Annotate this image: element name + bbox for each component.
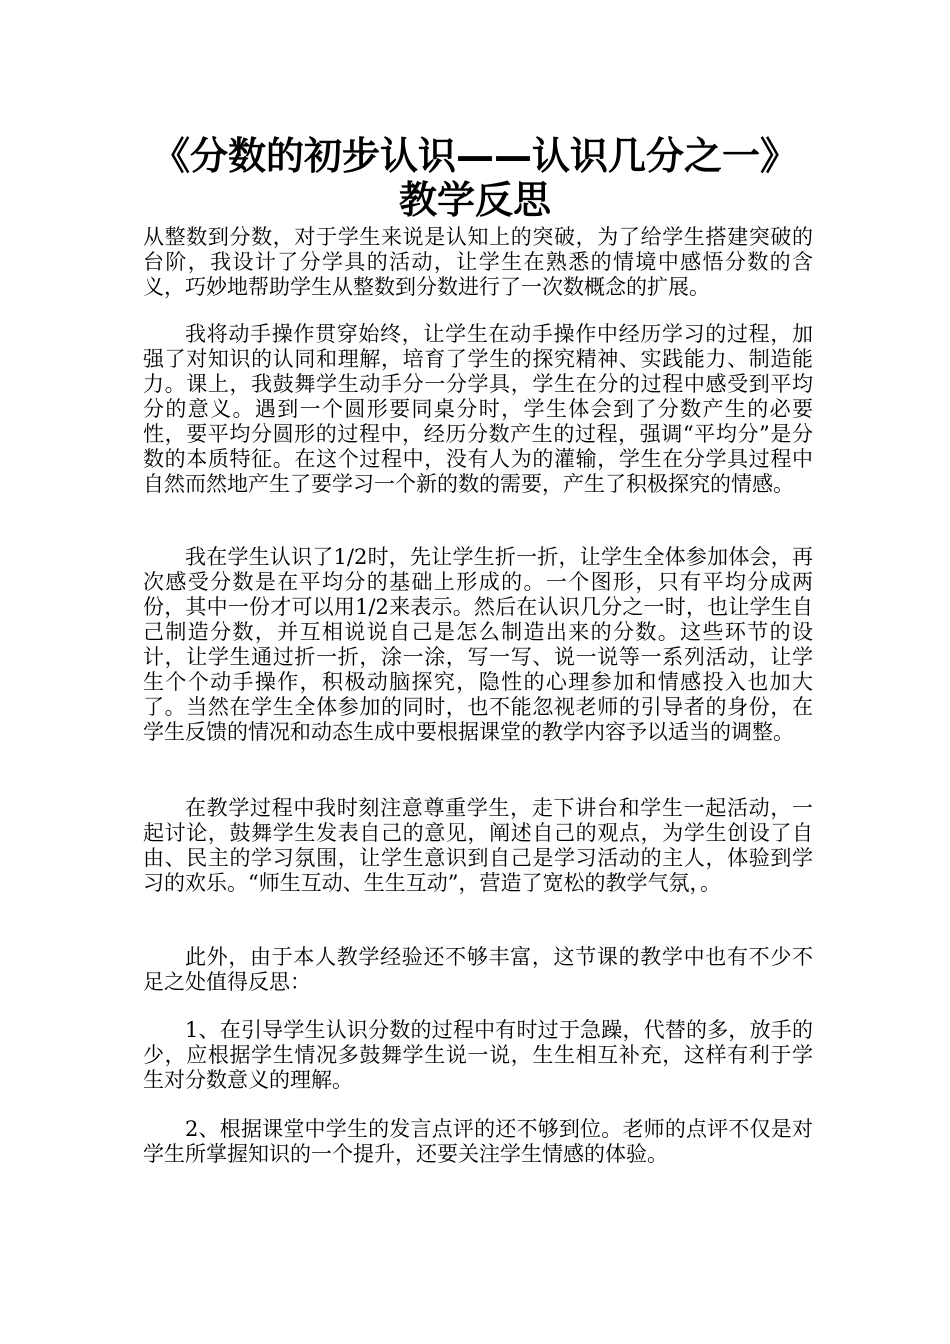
- list-item-reflection-1: 1、在引导学生认识分数的过程中有时过于急躁，代替的多，放手的少，应根据学生情况多鼓舞学生说一说，生生相互补充，这样有利于学生对分数意义的理解。: [143, 1018, 813, 1092]
- paragraph-one-half: 我在学生认识了1/2时，先让学生折一折，让学生全体参加体会，再次感受分数是在平均分的基础上形成的。一个图形，只有平均分成两份，其中一份才可以用1/2来表示。然后在认识几分之一时，也让学生自己制造分数，并互相说说自己是怎么制造出来的分数。这些环节的设计，让学生通过折一折，涂一涂，写一写、说一说等一系列活动，让学生个个动手操作，积极动脑探究，隐性的心理参加和情感投入也加大了。当然在学生全体参加的同时，也不能忽视老师的引导者的身份，在学生反馈的情况和动态生成中要根据课堂的教学内容予以适当的调整。: [143, 545, 813, 744]
- paragraph-respect-students: 在教学过程中我时刻注意尊重学生，走下讲台和学生一起活动，一起讨论，鼓舞学生发表自己的意见，阐述自己的观点，为学生创设了自由、民主的学习氛围，让学生意识到自己是学习活动的主人，体验到学习的欢乐。“师生互动、生生互动”，营造了宽松的教学气氛，。: [143, 796, 813, 895]
- document-title-line-2: 教学反思: [398, 178, 551, 222]
- paragraph-intro: 从整数到分数，对于学生来说是认知上的突破，为了给学生搭建突破的台阶，我设计了分学具的活动，让学生在熟悉的情境中感悟分数的含义，巧妙地帮助学生从整数到分数进行了一次数概念的扩展。: [143, 225, 813, 299]
- list-item-reflection-2: 2、根据课堂中学生的发言点评的还不够到位。老师的点评不仅是对学生所掌握知识的一个提升，还要关注学生情感的体验。: [143, 1117, 813, 1166]
- document-title-line-1: 《分数的初步认识——认识几分之一》: [151, 134, 798, 178]
- paragraph-hands-on: 我将动手操作贯穿始终，让学生在动手操作中经历学习的过程，加强了对知识的认同和理解，培育了学生的探究精神、实践能力、制造能力。课上，我鼓舞学生动手分一分学具，学生在分的过程中感受到平均分的意义。遇到一个圆形要同桌分时，学生体会到了分数产生的必要性，要平均分圆形的过程中，经历分数产生的过程，强调“平均分”是分数的本质特征。在这个过程中，没有人为的灌输，学生在分学具过程中自然而然地产生了要学习一个新的数的需要，产生了积极探究的情感。: [143, 322, 813, 496]
- paragraph-shortcomings: 此外，由于本人教学经验还不够丰富，这节课的教学中也有不少不足之处值得反思：: [143, 945, 813, 994]
